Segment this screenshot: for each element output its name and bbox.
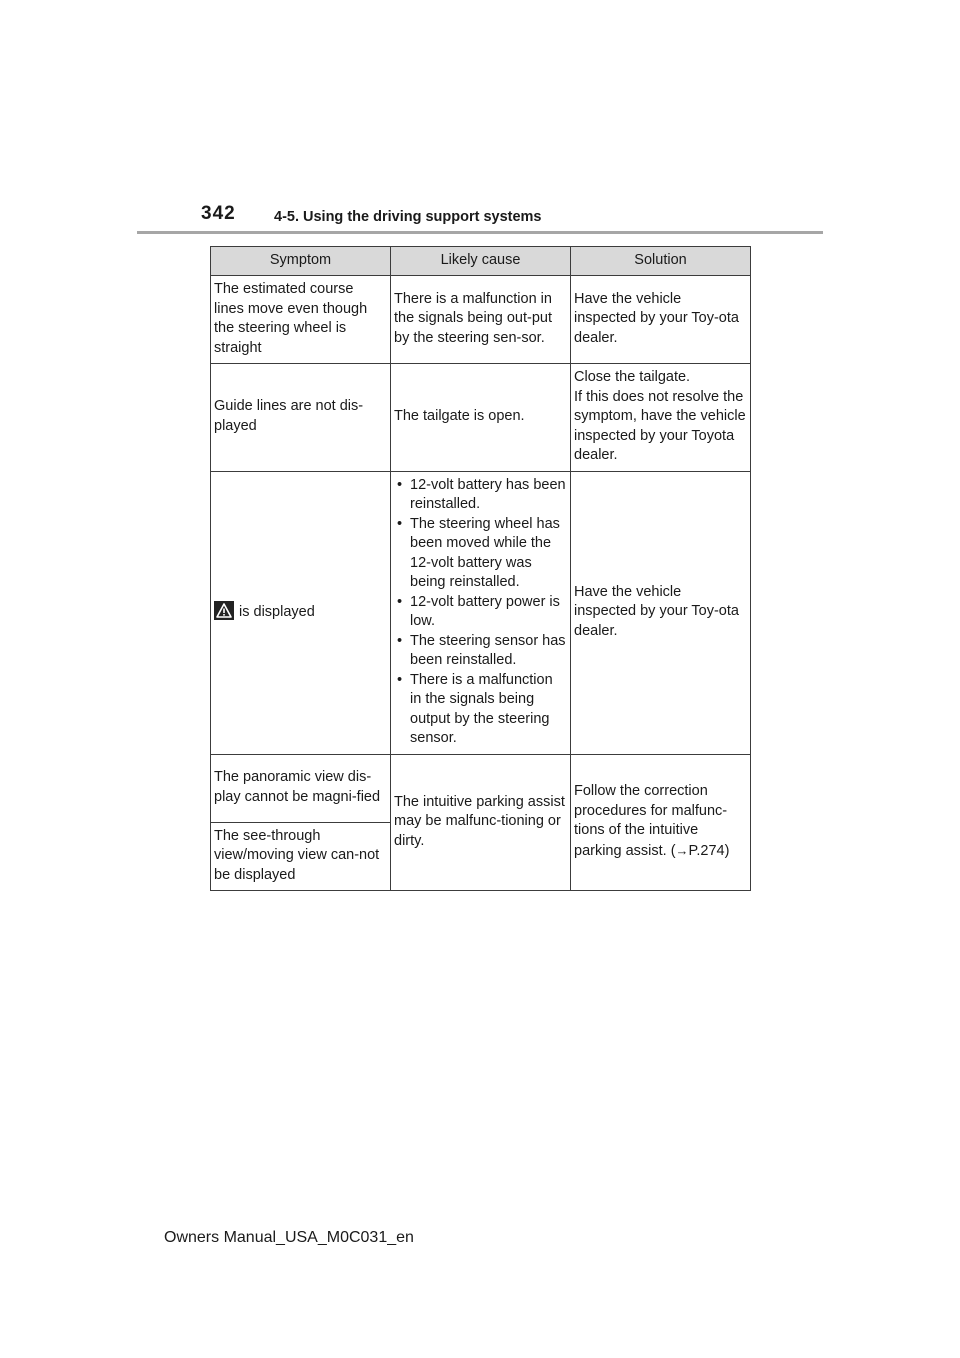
symptom-cell: The see-through view/moving view can-not be displayed <box>211 822 391 891</box>
cause-cell: There is a malfunction in the signals being out-put by the steering sen-sor. <box>391 276 571 364</box>
list-item: • 12-volt battery power is low. <box>394 593 567 632</box>
cause-cell: The intuitive parking assist may be malfunc-tioning or dirty. <box>391 754 571 891</box>
arrow-right-icon: → <box>675 842 689 858</box>
page-number: 342 <box>201 203 236 224</box>
solution-text: Follow the correction procedures for malfunc-tions of the intuitive parking assist. ( <box>574 783 728 859</box>
list-item: • 12-volt battery has been reinstalled. <box>394 476 567 515</box>
list-item: • There is a malfunction in the signals being output by the steering sensor. <box>394 671 567 749</box>
list-item: • The steering sensor has been reinstalled. <box>394 632 567 671</box>
solution-cell: Have the vehicle inspected by your Toy-ota dealer. <box>571 276 751 364</box>
troubleshooting-table <box>210 246 751 891</box>
column-header-likely-cause: Likely cause <box>391 247 571 276</box>
symptom-text: is displayed <box>239 604 315 621</box>
symptom-cell <box>211 471 391 754</box>
symptom-cell: The panoramic view dis-play cannot be magni-fied <box>211 754 391 822</box>
symptom-cell: Guide lines are not dis-played <box>211 364 391 472</box>
section-title: 4-5. Using the driving support systems <box>274 209 542 225</box>
solution-cell <box>571 754 751 891</box>
column-header-solution: Solution <box>571 247 751 276</box>
footer-manual-id: Owners Manual_USA_M0C031_en <box>164 1229 414 1246</box>
list-item: • The steering wheel has been moved while the 12-volt battery was being reinstalled. <box>394 515 567 593</box>
table-header-row <box>211 247 751 276</box>
cause-list <box>394 476 567 749</box>
solution-line: If this does not resolve the symptom, have the vehicle inspected by your Toyota dealer. <box>574 388 746 463</box>
cause-cell: The tailgate is open. <box>391 364 571 472</box>
symptom-cell: The estimated course lines move even though the steering wheel is straight <box>211 276 391 364</box>
page-reference-link[interactable]: P.274 <box>688 842 725 859</box>
cause-cell <box>391 471 571 754</box>
solution-cell <box>571 364 751 472</box>
column-header-symptom: Symptom <box>211 247 391 276</box>
table-row <box>211 364 751 472</box>
warning-triangle-icon <box>214 601 234 620</box>
solution-close-paren: ) <box>724 842 730 859</box>
table-row <box>211 471 751 754</box>
table-row <box>211 754 751 822</box>
solution-line: Close the tailgate. <box>574 369 691 385</box>
table-row <box>211 276 751 364</box>
header-divider <box>137 231 823 234</box>
solution-cell: Have the vehicle inspected by your Toy-ota dealer. <box>571 471 751 754</box>
